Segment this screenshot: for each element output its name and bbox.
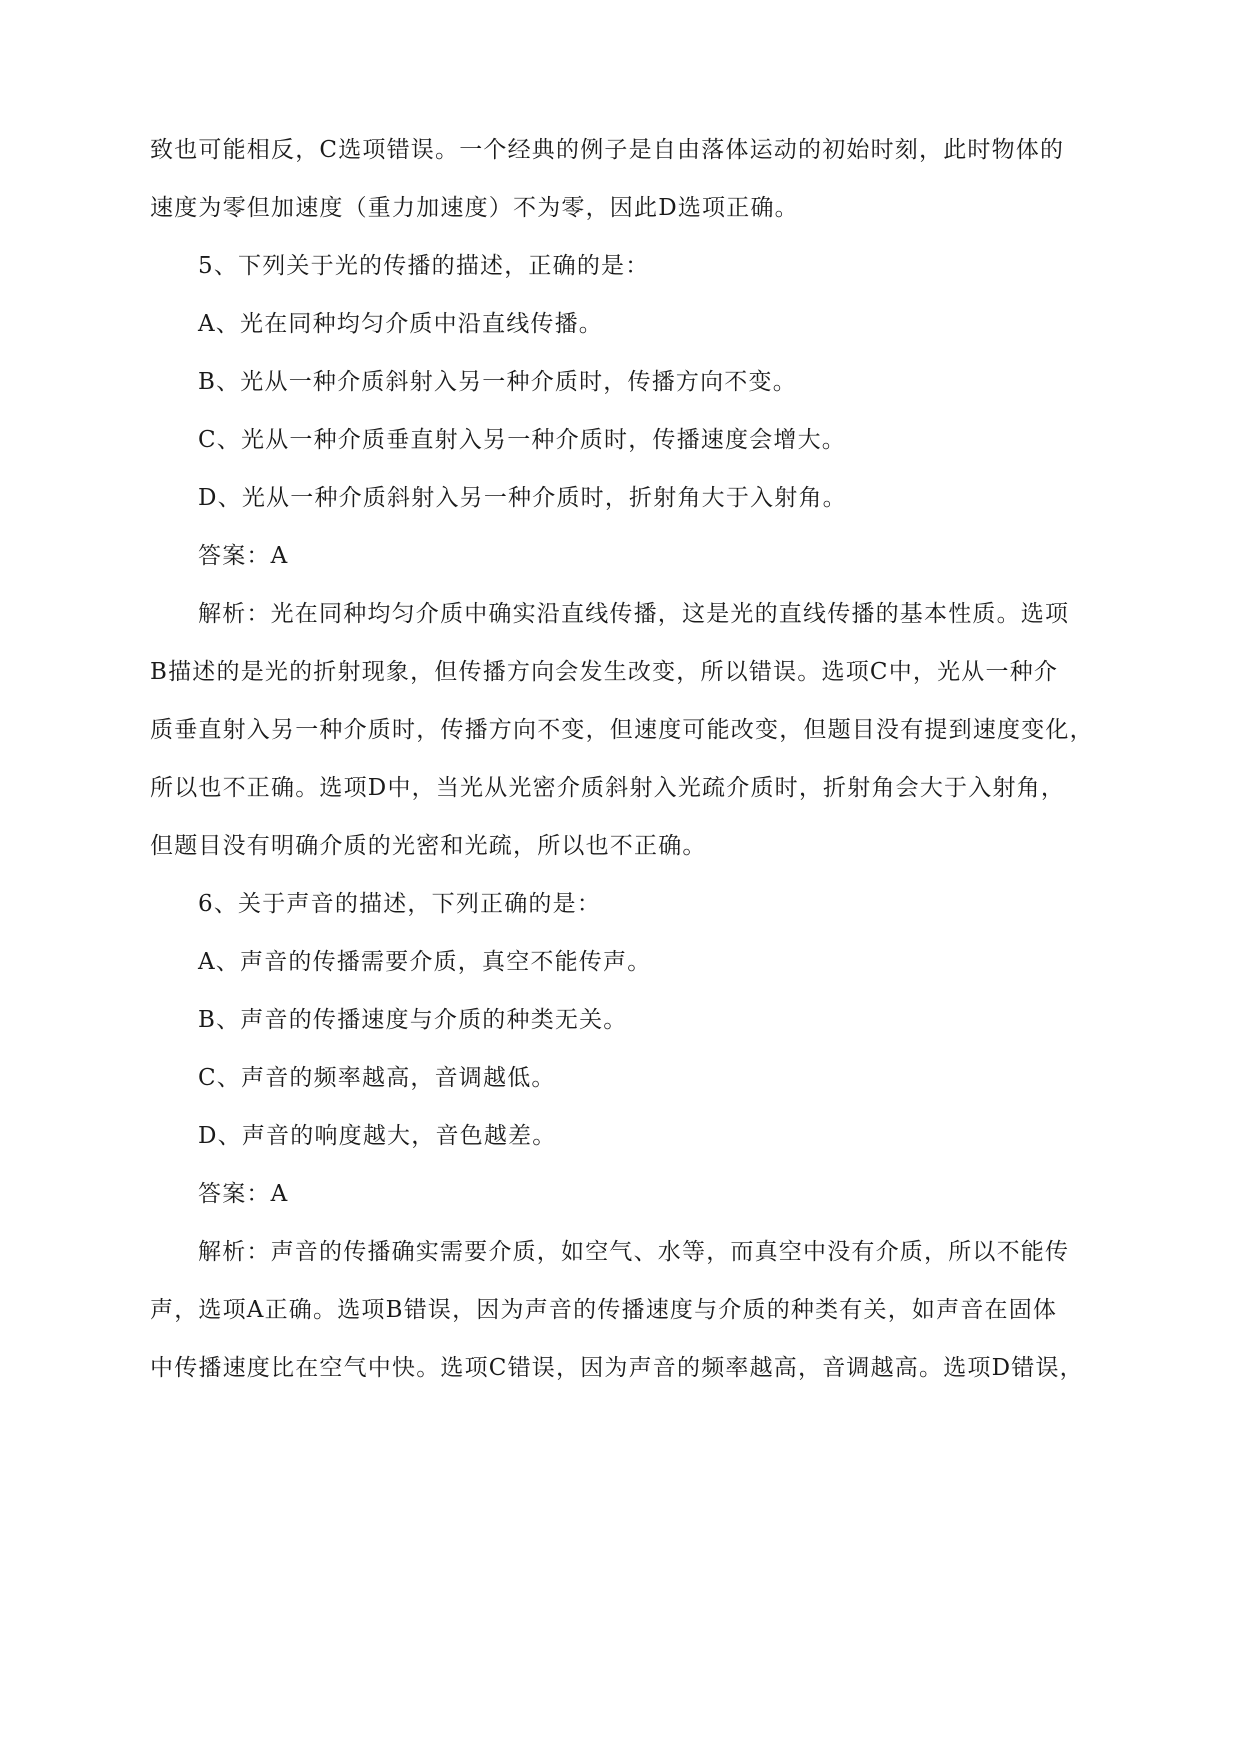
question-6-option-c: C、声音的频率越高，音调越低。	[198, 1065, 556, 1091]
question-5-answer: 答案：A	[198, 543, 289, 569]
analysis-line: 中传播速度比在空气中快。选项C错误，因为声音的频率越高，音调越高。选项D错误，	[150, 1355, 1084, 1381]
analysis-line: 解析：光在同种均匀介质中确实沿直线传播，这是光的直线传播的基本性质。选项	[198, 601, 1070, 627]
analysis-line: 解析：声音的传播确实需要介质，如空气、水等，而真空中没有介质，所以不能传	[198, 1239, 1070, 1265]
question-6-answer: 答案：A	[198, 1181, 289, 1207]
intro-line-2: 速度为零但加速度（重力加速度）不为零，因此D选项正确。	[150, 195, 799, 221]
intro-line-1: 致也可能相反，C选项错误。一个经典的例子是自由落体运动的初始时刻，此时物体的	[150, 137, 1065, 163]
question-5-option-c: C、光从一种介质垂直射入另一种介质时，传播速度会增大。	[198, 427, 846, 453]
question-6-option-a: A、声音的传播需要介质，真空不能传声。	[198, 949, 652, 975]
analysis-line: 质垂直射入另一种介质时，传播方向不变，但速度可能改变，但题目没有提到速度变化，	[150, 717, 1094, 743]
question-5-option-b: B、光从一种介质斜射入另一种介质时，传播方向不变。	[198, 369, 797, 395]
question-6-option-d: D、声音的响度越大，音色越差。	[198, 1123, 557, 1149]
question-5-option-d: D、光从一种介质斜射入另一种介质时，折射角大于入射角。	[198, 485, 847, 511]
analysis-line: B描述的是光的折射现象，但传播方向会发生改变，所以错误。选项C中，光从一种介	[150, 659, 1059, 685]
analysis-line: 但题目没有明确介质的光密和光疏，所以也不正确。	[150, 833, 707, 859]
analysis-line: 所以也不正确。选项D中，当光从光密介质斜射入光疏介质时，折射角会大于入射角，	[150, 775, 1066, 801]
question-6-stem: 6、关于声音的描述，下列正确的是：	[198, 891, 602, 917]
question-5-stem: 5、下列关于光的传播的描述，正确的是：	[198, 253, 650, 279]
question-5-option-a: A、光在同种均匀介质中沿直线传播。	[198, 311, 604, 337]
question-6-option-b: B、声音的传播速度与介质的种类无关。	[198, 1007, 628, 1033]
analysis-line: 声，选项A正确。选项B错误，因为声音的传播速度与介质的种类有关，如声音在固体	[150, 1297, 1058, 1323]
